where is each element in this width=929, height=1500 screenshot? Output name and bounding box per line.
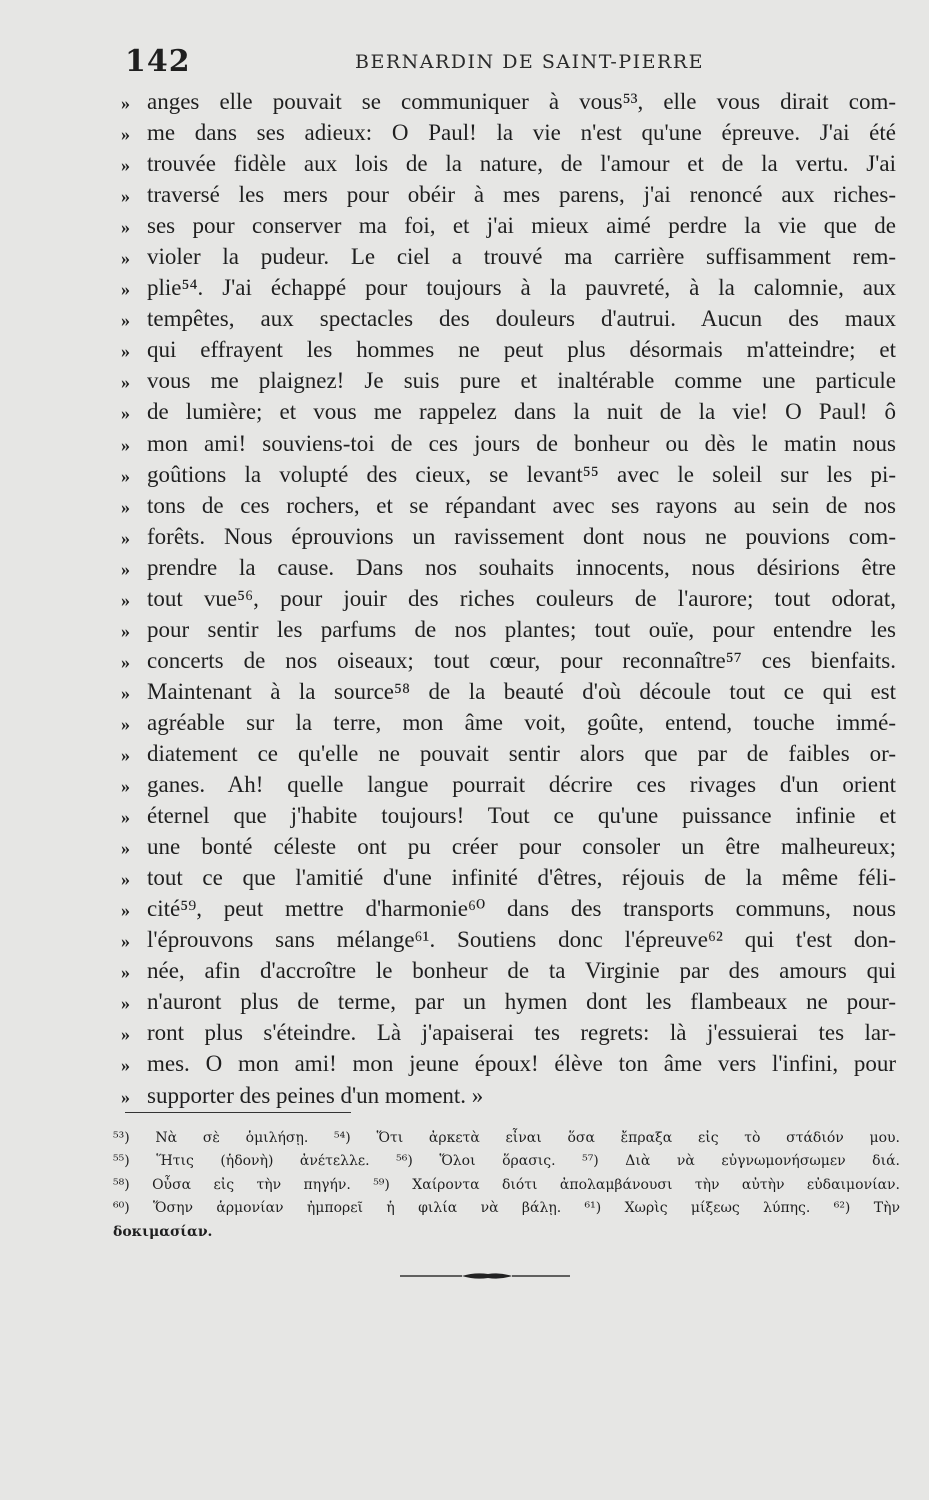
line-text: forêts. Nous éprouvions un ravissement dont nous ne pouvions com-: [147, 523, 896, 549]
line-text: mes. O mon ami! mon jeune époux! élève ton âme vers l'infini, pour: [147, 1051, 896, 1077]
quote-mark: »: [121, 403, 130, 424]
page-number: 142: [125, 44, 191, 79]
line-text: agréable sur la terre, mon âme voit, goûte, entend, touche immé-: [147, 709, 896, 735]
text-line: [121, 459, 896, 490]
quote-mark: »: [121, 869, 130, 890]
line-text: née, afin d'accroître le bonheur de ta Virginie par des amours qui: [147, 958, 896, 984]
quote-mark: »: [121, 682, 130, 703]
line-text: qui effrayent les hommes ne peut plus désormais m'atteindre; et: [147, 337, 896, 363]
text-line: [121, 645, 896, 676]
line-text: vous me plaignez! Je suis pure et inaltérable comme une particule: [147, 368, 896, 394]
quote-mark: »: [121, 713, 130, 734]
line-text: violer la pudeur. Le ciel a trouvé ma carrière suffisamment rem-: [147, 244, 896, 270]
text-line: [121, 552, 896, 583]
text-line: [121, 707, 896, 738]
text-line: [121, 396, 896, 427]
quote-mark: »: [121, 776, 130, 797]
text-line: [121, 1080, 896, 1111]
quote-mark: »: [121, 1024, 130, 1045]
text-line: [121, 117, 896, 148]
text-line: [121, 428, 896, 459]
line-text: trouvée fidèle aux lois de la nature, de l'amour et de la vertu. J'ai: [147, 151, 896, 177]
text-line: [121, 334, 896, 365]
text-line: [121, 1048, 896, 1079]
line-text: me dans ses adieux: O Paul! la vie n'est qu'une épreuve. J'ai été: [147, 120, 896, 146]
quote-mark: »: [121, 496, 130, 517]
quote-mark: »: [121, 93, 130, 113]
quote-mark: »: [121, 931, 130, 952]
text-line: [121, 179, 896, 210]
text-line: [121, 614, 896, 645]
line-text: tout vue⁵⁶, pour jouir des riches couleurs de l'aurore; tout odorat,: [147, 585, 896, 611]
text-line: [121, 241, 896, 272]
text-line: [121, 769, 896, 800]
page-header: [125, 44, 815, 80]
quote-mark: »: [121, 124, 130, 145]
quote-mark: »: [121, 620, 130, 641]
line-text: éternel que j'habite toujours! Tout ce qu'une puissance infinie et: [147, 803, 896, 829]
line-text: diatement ce qu'elle ne pouvait sentir alors que par de faibles or-: [147, 740, 896, 766]
text-line: [121, 986, 896, 1017]
line-text: plie⁵⁴. J'ai échappé pour toujours à la pauvreté, à la calomnie, aux: [147, 275, 896, 301]
main-text: [121, 86, 896, 1111]
text-line: [121, 924, 896, 955]
line-text: tempêtes, aux spectacles des douleurs d'autrui. Aucun des maux: [147, 306, 896, 332]
text-line: [121, 676, 896, 707]
line-text: Maintenant à la source⁵⁸ de la beauté d'où découle tout ce qui est: [147, 678, 896, 704]
quote-mark: »: [121, 807, 130, 828]
text-line: [121, 148, 896, 179]
line-text: traversé les mers pour obéir à mes parens, j'ai renoncé aux riches-: [147, 182, 896, 208]
quote-mark: »: [121, 993, 130, 1014]
quote-mark: »: [121, 372, 130, 393]
line-text: tons de ces rochers, et se répandant avec ses rayons au sein de nos: [147, 492, 896, 518]
text-line: [121, 738, 896, 769]
quote-mark: »: [121, 962, 130, 983]
text-line: [121, 831, 896, 862]
quote-mark: »: [121, 155, 130, 176]
quote-mark: »: [121, 744, 130, 765]
quote-mark: »: [121, 465, 130, 486]
footnote-line: ⁵⁸) Οὖσα εἰς τὴν πηγήν. ⁵⁹) Χαίροντα διότι ἀπολαμβάνουσι τὴν αὐτὴν εὐδαιμονίαν.: [113, 1176, 900, 1193]
quote-mark: »: [121, 1055, 130, 1076]
text-line: [121, 210, 896, 241]
line-text: cité⁵⁹, peut mettre d'harmonie⁶⁰ dans des transports communs, nous: [147, 896, 896, 922]
line-text: pour sentir les parfums de nos plantes; tout ouïe, pour entendre les: [147, 616, 896, 642]
text-line: [121, 862, 896, 893]
footnote-line: δοκιμασίαν.: [113, 1223, 213, 1240]
line-text: ganes. Ah! quelle langue pourrait décrire ces rivages d'un orient: [147, 772, 896, 798]
text-line: [121, 272, 896, 303]
line-text: une bonté céleste ont pu créer pour consoler un être malheureux;: [147, 834, 896, 860]
line-text: mon ami! souviens-toi de ces jours de bonheur ou dès le matin nous: [147, 430, 896, 456]
text-line: [121, 800, 896, 831]
line-text: ses pour conserver ma foi, et j'ai mieux aimé perdre la vie que de: [147, 213, 896, 239]
line-text: tout ce que l'amitié d'une infinité d'êtres, réjouis de la même féli-: [147, 865, 896, 891]
text-line: [121, 893, 896, 924]
quote-mark: »: [121, 186, 130, 207]
line-text: prendre la cause. Dans nos souhaits innocents, nous désirions être: [147, 554, 896, 580]
text-line: [121, 1017, 896, 1048]
footnote-line: ⁵³) Νὰ σὲ ὁμιλήσῃ. ⁵⁴) Ὅτι ἀρκετὰ εἶναι ὅσα ἔπραξα εἰς τὸ στάδιόν μου.: [113, 1130, 900, 1146]
line-text: l'éprouvons sans mélange⁶¹. Soutiens donc l'épreuve⁶² qui t'est don-: [147, 927, 896, 953]
line-text: de lumière; et vous me rappelez dans la nuit de la vie! O Paul! ô: [147, 399, 896, 425]
text-line: [121, 490, 896, 521]
quote-mark: »: [121, 1086, 130, 1107]
text-line: [121, 583, 896, 614]
running-head: BERNARDIN DE SAINT-PIERRE: [355, 51, 704, 73]
text-line: [121, 365, 896, 396]
line-text: n'auront plus de terme, par un hymen dont les flambeaux ne pour-: [147, 989, 896, 1015]
quote-mark: »: [121, 900, 130, 921]
quote-mark: »: [121, 341, 130, 362]
quote-mark: »: [121, 217, 130, 238]
quote-mark: »: [121, 279, 130, 300]
line-text: anges elle pouvait se communiquer à vous⁵³, elle vous dirait com-: [147, 89, 896, 114]
text-line: [121, 521, 896, 552]
line-text: concerts de nos oiseaux; tout cœur, pour reconnaître⁵⁷ ces bienfaits.: [147, 647, 896, 673]
quote-mark: »: [121, 558, 130, 579]
quote-mark: »: [121, 310, 130, 331]
line-text: ront plus s'éteindre. Là j'apaiserai tes regrets: là j'essuierai tes lar-: [147, 1020, 896, 1046]
quote-mark: »: [121, 434, 130, 455]
footnotes: [113, 1127, 900, 1244]
end-ornament: [400, 1271, 570, 1281]
text-line: [121, 955, 896, 986]
quote-mark: »: [121, 248, 130, 269]
text-line: [121, 303, 896, 334]
line-text: supporter des peines d'un moment. »: [147, 1082, 484, 1108]
quote-mark: »: [121, 589, 130, 610]
footnote-line: ⁶⁰) Ὅσην ἁρμονίαν ἠμπορεῖ ἡ φιλία νὰ βάλῃ. ⁶¹) Χωρὶς μίξεως λύπης. ⁶²) Τὴν: [113, 1200, 900, 1217]
quote-mark: »: [121, 527, 130, 548]
text-line: [121, 86, 896, 117]
quote-mark: »: [121, 838, 130, 859]
quote-mark: »: [121, 651, 130, 672]
footnote-line: ⁵⁵) Ἥτις (ἡδονὴ) ἀνέτελλε. ⁵⁶) Ὅλοι ὅρασις. ⁵⁷) Διὰ νὰ εὐγνωμονήσωμεν διά.: [113, 1153, 900, 1170]
line-text: goûtions la volupté des cieux, se levant⁵⁵ avec le soleil sur les pi-: [147, 461, 896, 487]
footnote-rule: [125, 1112, 351, 1113]
